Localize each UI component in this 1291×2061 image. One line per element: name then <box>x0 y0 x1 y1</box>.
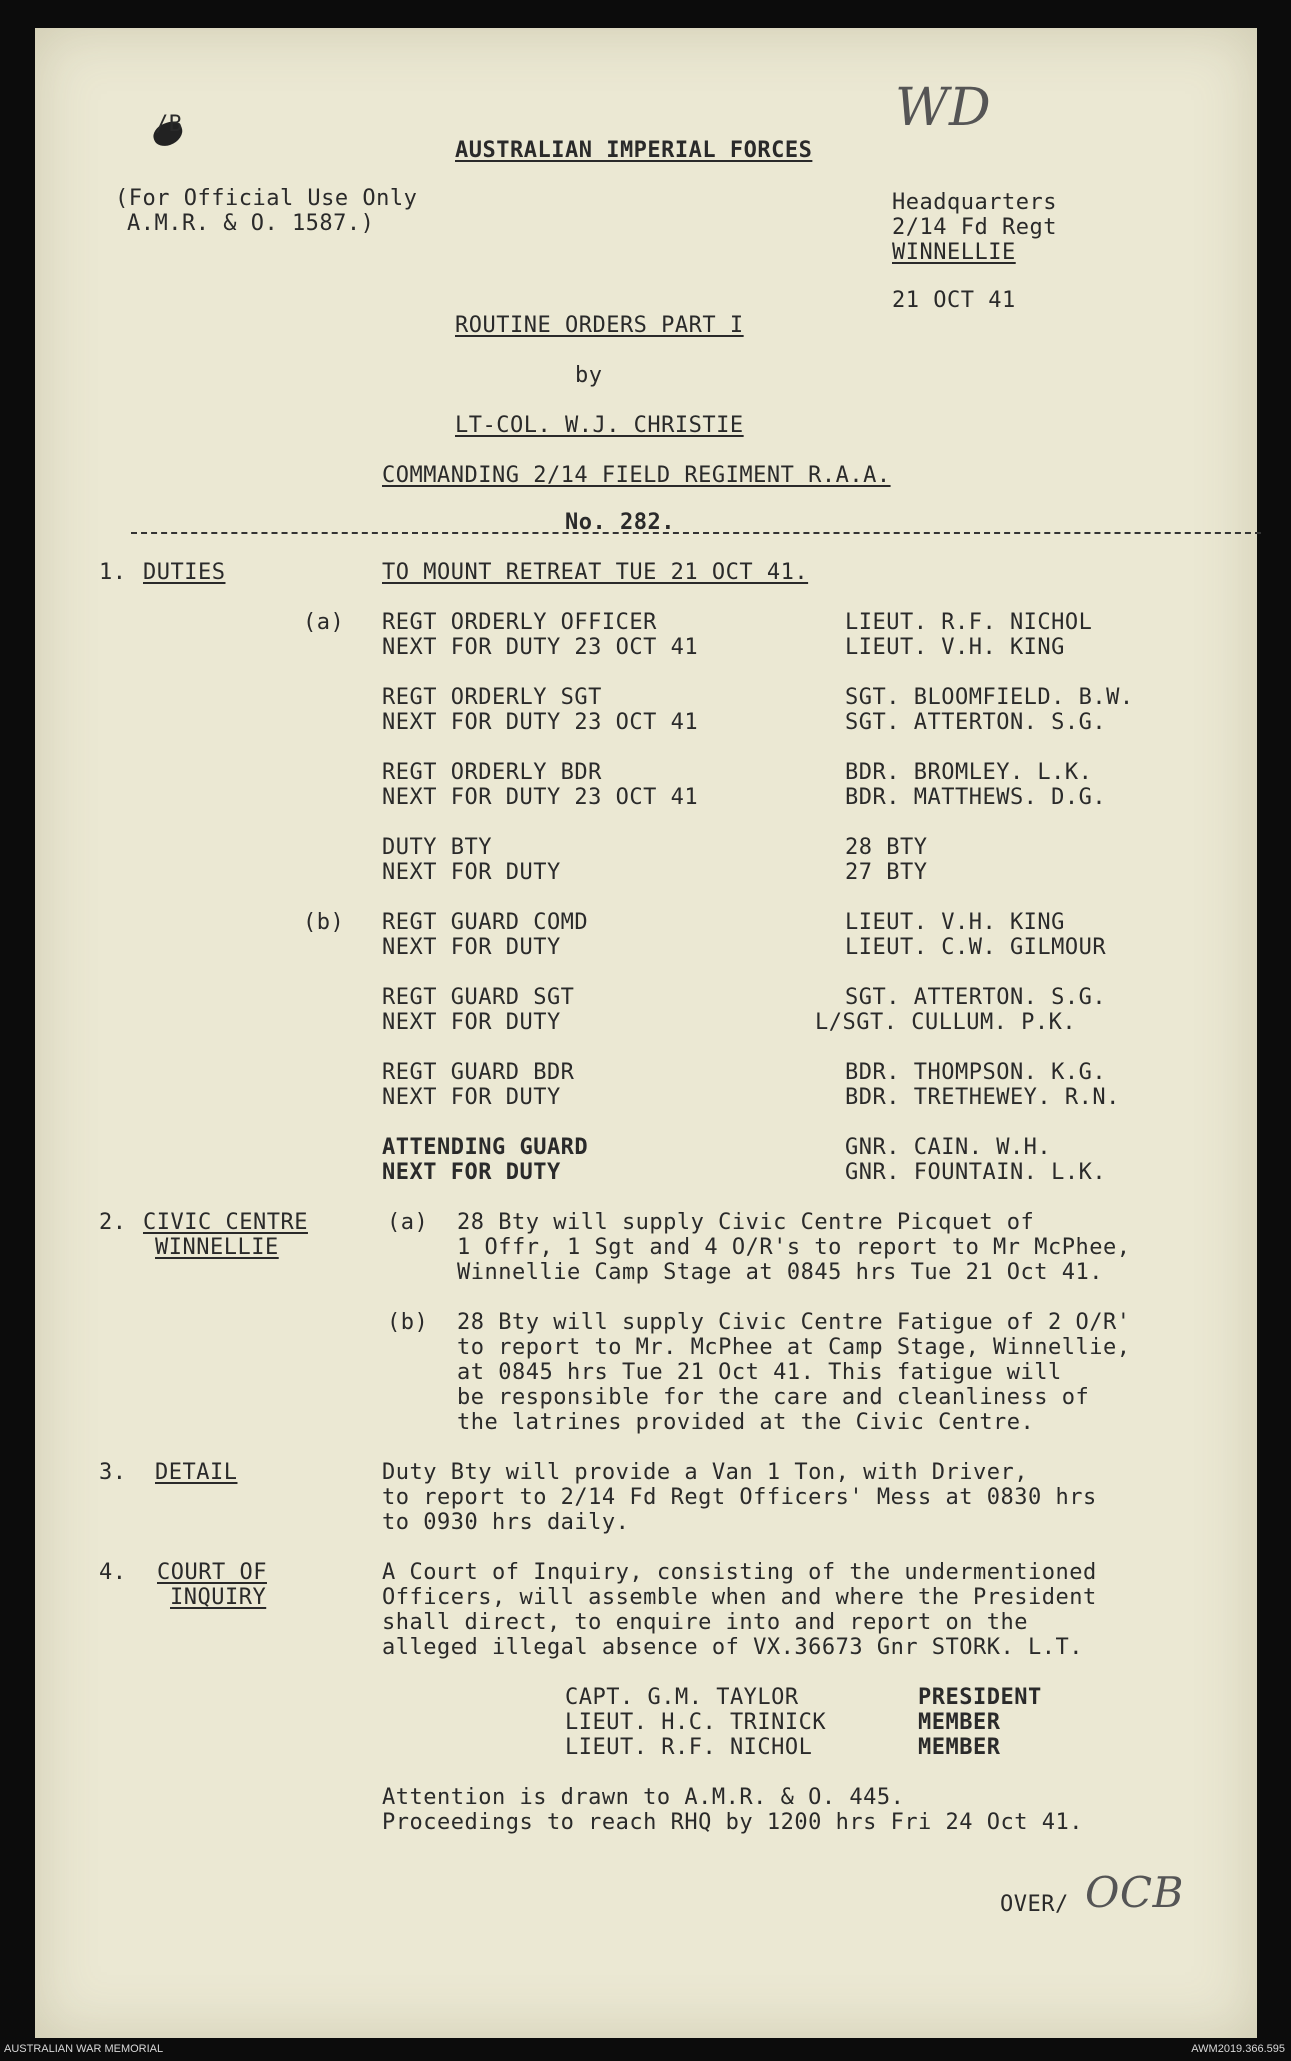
civic-a-line: 28 Bty will supply Civic Centre Picquet of <box>457 1210 1035 1235</box>
duty-right-1: LIEUT. V.H. KING <box>845 910 1065 935</box>
member-role: MEMBER <box>918 1710 1001 1735</box>
duty-left-2: NEXT FOR DUTY <box>382 1160 561 1185</box>
detail-heading: DETAIL <box>155 1460 238 1485</box>
separator-line <box>131 532 1261 534</box>
duty-left-1: REGT GUARD COMD <box>382 910 589 935</box>
civic-b-line: the latrines provided at the Civic Centre. <box>457 1410 1035 1435</box>
document-title: AUSTRALIAN IMPERIAL FORCES <box>455 138 813 163</box>
footer-source: AUSTRALIAN WAR MEMORIAL <box>4 2043 164 2055</box>
duty-right-1: SGT. BLOOMFIELD. B.W. <box>845 685 1134 710</box>
orders-title: ROUTINE ORDERS PART I <box>455 313 744 338</box>
civic-b-label: (b) <box>387 1310 429 1335</box>
duties-heading: DUTIES <box>143 560 226 585</box>
civic-b-line: 28 Bty will supply Civic Centre Fatigue of 2 O/R' <box>457 1310 1131 1335</box>
civic-heading-2: WINNELLIE <box>155 1235 279 1260</box>
civic-num: 2. <box>99 1210 127 1235</box>
orders-number: No. 282. <box>565 510 675 535</box>
court-num: 4. <box>99 1560 127 1585</box>
orders-by: by <box>575 363 603 388</box>
civic-a-label: (a) <box>387 1210 429 1235</box>
civic-a-line: Winnellie Camp Stage at 0845 hrs Tue 21 Oct 41. <box>457 1260 1104 1285</box>
member-name: LIEUT. H.C. TRINICK <box>565 1710 827 1735</box>
duty-right-2: LIEUT. C.W. GILMOUR <box>845 935 1107 960</box>
duty-right-1: GNR. CAIN. W.H. <box>845 1135 1052 1160</box>
duty-right-2: SGT. ATTERTON. S.G. <box>845 710 1107 735</box>
file-ref: /B <box>155 112 183 137</box>
duty-left-1: REGT GUARD SGT <box>382 985 575 1010</box>
duty-left-2: NEXT FOR DUTY 23 OCT 41 <box>382 635 699 660</box>
duty-right-1: SGT. ATTERTON. S.G. <box>845 985 1107 1010</box>
duty-left-2: NEXT FOR DUTY <box>382 860 561 885</box>
duty-left-1: REGT ORDERLY OFFICER <box>382 610 657 635</box>
court-line: A Court of Inquiry, consisting of the undermentioned <box>382 1560 1097 1585</box>
document-date: 21 OCT 41 <box>892 288 1016 313</box>
member-name: CAPT. G.M. TAYLOR <box>565 1685 799 1710</box>
hq-line-2: 2/14 Fd Regt <box>892 215 1057 240</box>
detail-line: to report to 2/14 Fd Regt Officers' Mess at 0830 hrs <box>382 1485 1097 1510</box>
detail-line: to 0930 hrs daily. <box>382 1510 630 1535</box>
duty-right-2: LIEUT. V.H. KING <box>845 635 1065 660</box>
court-heading-2: INQUIRY <box>170 1585 267 1610</box>
hq-line-1: Headquarters <box>892 190 1057 215</box>
member-role: PRESIDENT <box>918 1685 1042 1710</box>
footer-ref: AWM2019.366.595 <box>1191 2043 1285 2055</box>
court-line: alleged illegal absence of VX.36673 Gnr STORK. L.T. <box>382 1635 1084 1660</box>
duty-left-2: NEXT FOR DUTY <box>382 1085 561 1110</box>
over-label: OVER/ <box>1000 1892 1069 1917</box>
duty-right-1: BDR. THOMPSON. K.G. <box>845 1060 1107 1085</box>
official-use-line-1: (For Official Use Only <box>115 186 418 211</box>
court-attention: Attention is drawn to A.M.R. & O. 445. <box>382 1785 905 1810</box>
document-page <box>35 28 1257 2038</box>
member-role: MEMBER <box>918 1735 1001 1760</box>
duties-sub-a: (a) <box>303 610 345 635</box>
civic-b-line: be responsible for the care and cleanliness of <box>457 1385 1090 1410</box>
civic-b-line: at 0845 hrs Tue 21 Oct 41. This fatigue will <box>457 1360 1062 1385</box>
civic-heading-1: CIVIC CENTRE <box>143 1210 308 1235</box>
duty-right-1: 28 BTY <box>845 835 928 860</box>
duty-right-2: BDR. TRETHEWEY. R.N. <box>845 1085 1120 1110</box>
duty-right-1: LIEUT. R.F. NICHOL <box>845 610 1093 635</box>
detail-num: 3. <box>99 1460 127 1485</box>
duty-left-2: NEXT FOR DUTY <box>382 935 561 960</box>
duty-right-2: BDR. MATTHEWS. D.G. <box>845 785 1107 810</box>
court-line: Officers, will assemble when and where the President <box>382 1585 1097 1610</box>
court-heading-1: COURT OF <box>157 1560 267 1585</box>
duty-left-1: ATTENDING GUARD <box>382 1135 589 1160</box>
handwritten-initials: WD <box>895 78 992 138</box>
duty-left-1: REGT ORDERLY SGT <box>382 685 602 710</box>
civic-b-line: to report to Mr. McPhee at Camp Stage, Winnellie, <box>457 1335 1131 1360</box>
duty-right-2: 27 BTY <box>845 860 928 885</box>
duties-num: 1. <box>99 560 127 585</box>
duties-intro: TO MOUNT RETREAT TUE 21 OCT 41. <box>382 560 809 585</box>
duty-left-1: REGT ORDERLY BDR <box>382 760 602 785</box>
duty-left-1: REGT GUARD BDR <box>382 1060 575 1085</box>
duties-sub-b: (b) <box>303 910 345 935</box>
duty-right-2: GNR. FOUNTAIN. L.K. <box>845 1160 1107 1185</box>
court-line: shall direct, to enquire into and report on the <box>382 1610 1029 1635</box>
handwritten-initials-over: OCB <box>1085 1868 1184 1917</box>
detail-line: Duty Bty will provide a Van 1 Ton, with Driver, <box>382 1460 1029 1485</box>
member-name: LIEUT. R.F. NICHOL <box>565 1735 813 1760</box>
duty-left-1: DUTY BTY <box>382 835 492 860</box>
duty-left-2: NEXT FOR DUTY 23 OCT 41 <box>382 785 699 810</box>
civic-a-line: 1 Offr, 1 Sgt and 4 O/R's to report to Mr McPhee, <box>457 1235 1131 1260</box>
court-proceedings: Proceedings to reach RHQ by 1200 hrs Fri 24 Oct 41. <box>382 1810 1084 1835</box>
duty-right-2: L/SGT. CULLUM. P.K. <box>815 1010 1077 1035</box>
duty-left-2: NEXT FOR DUTY 23 OCT 41 <box>382 710 699 735</box>
orders-officer: LT-COL. W.J. CHRISTIE <box>455 413 744 438</box>
duty-right-1: BDR. BROMLEY. L.K. <box>845 760 1093 785</box>
official-use-line-2: A.M.R. & O. 1587.) <box>127 211 375 236</box>
orders-command: COMMANDING 2/14 FIELD REGIMENT R.A.A. <box>382 463 891 488</box>
hq-line-3: WINNELLIE <box>892 240 1016 265</box>
duty-left-2: NEXT FOR DUTY <box>382 1010 561 1035</box>
